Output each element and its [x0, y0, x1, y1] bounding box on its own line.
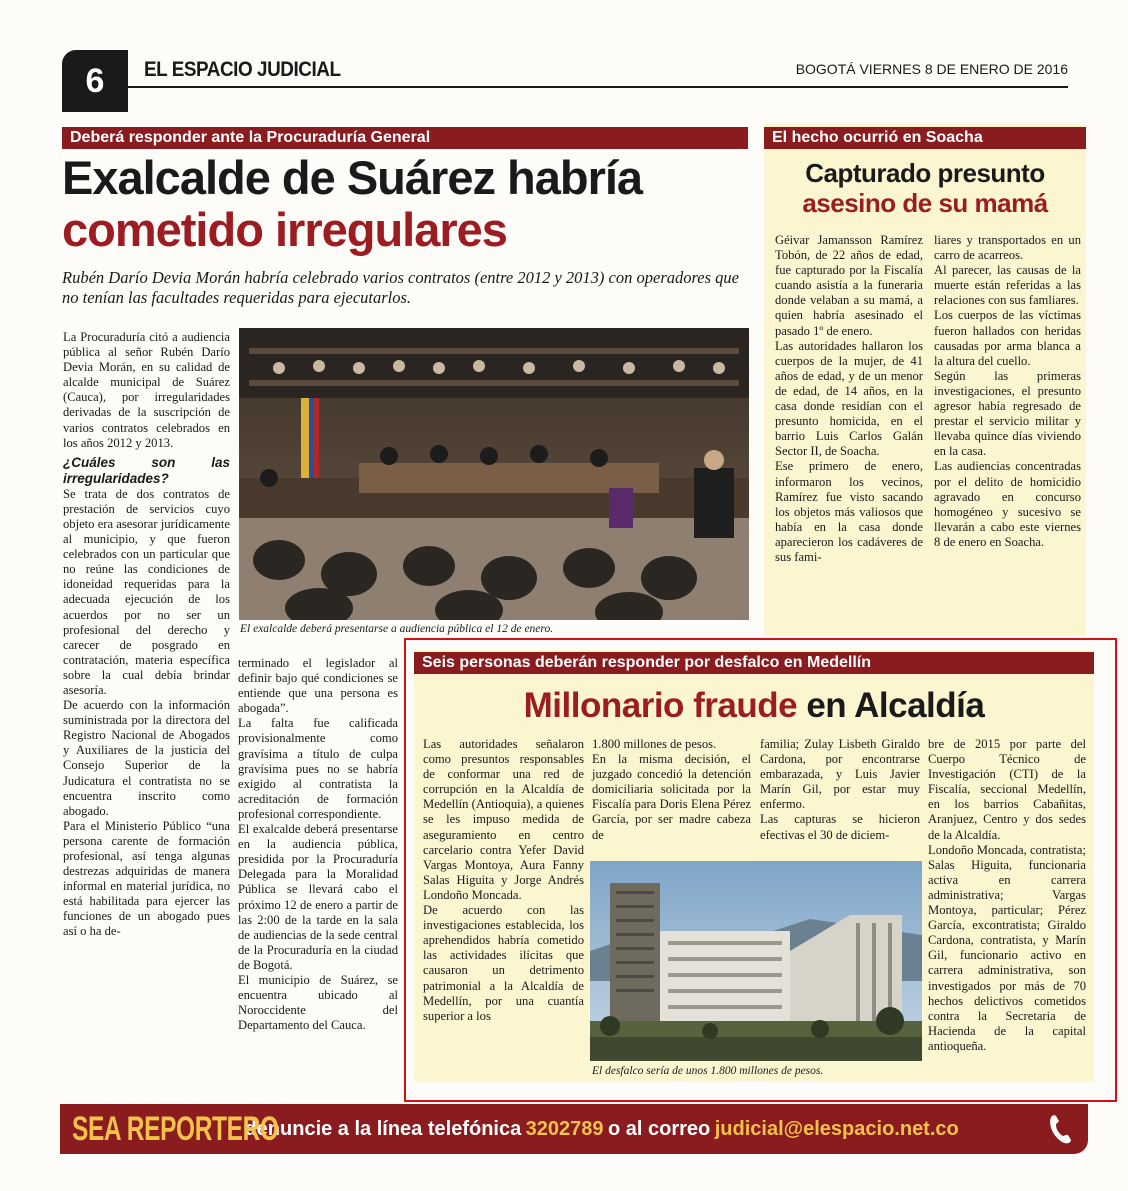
article3-headline: [414, 684, 1094, 728]
article1-kicker: Deberá responder ante la Procuraduría General: [62, 127, 748, 149]
article1-paragraph: terminado el legislador al definir bajo qué condiciones se entiende que una persona es abogada”.: [238, 656, 398, 716]
article2-column1: [775, 233, 923, 565]
article1-paragraph: Se trata de dos contratos de prestación de servicios cuyo objeto era asesorar jurídicamente al municipio, y que fueron celebrados con un particular que no reúne las condiciones de idoneidad requeridas para la adecuada ejecución de los acuerdos por no ser un profesional del derecho y carecer de posgrado en contratación, materia específica sobre la cual debía brindar asesoría.: [63, 486, 230, 697]
article1-column2: [238, 656, 398, 1033]
article2-headline-line2: asesino de su mamá: [802, 188, 1048, 218]
article1-photo: [239, 328, 749, 620]
reporter-email: judicial@elespacio.net.co: [714, 1118, 959, 1140]
article3-column1: [423, 737, 584, 1024]
article2-paragraph: Las audiencias concentradas por el delito de homicidio agravado en concurso homogéneo y sucesivo se llevarán a cabo este viernes 8 de enero en Soacha.: [934, 459, 1081, 549]
article1-headline-line2: cometido irregulares: [62, 203, 507, 256]
article1-paragraph: El exalcalde deberá presentarse en la audiencia pública, presidida por la Procuraduría Delegada para la Moralidad Pública se llevará cabo el próximo 12 de enero a partir de las 2:00 de la tarde en la sala de audiencias de la sede central de la Procuraduría en la ciudad de Bogotá.: [238, 822, 398, 972]
article1-paragraph: La falta fue calificada provisionalmente como gravísima a título de culpa gravísima pues no se habría exigido al contratista la acreditación de formación profesional correspondiente.: [238, 716, 398, 821]
article2-headline-line1: Capturado presunto: [805, 158, 1045, 188]
article3-column3: [760, 737, 920, 843]
reporter-title: SEA REPORTERO: [72, 1110, 279, 1148]
article3-paragraph: Londoño Moncada, contratista; Salas Higuita, funcionaria activa en carrera administrativa; Vargas Montoya, particular; Pérez García, excontratista; Giraldo Cardona, contratista, y Marín Gil, funcionario activo en carrera administrativa, son investigados por más de 70 hechos delictivos cometidos contra la Secretaria de Hacienda de la capital antioqueña.: [928, 842, 1086, 1053]
article1-headline: [62, 152, 762, 256]
medellin-building-photo: [590, 861, 922, 1061]
article3-headline-part2: en Alcaldía: [806, 686, 985, 725]
article3-headline-part1: Millonario fraude: [523, 686, 798, 725]
article1-paragraph: Para el Ministerio Público “una persona carente de formación profesional, así tenga algunas destrezas adquiridas de manera informal en material jurídica, no está habilitada para ejercer las funciones de un abogado pues así o ha de-: [63, 818, 230, 939]
article2-paragraph: Las autoridades hallaron los cuerpos de la mujer, de 41 años de edad, y de un menor de edad, de 14 años, en la casa donde residían con el presunto homicida, en el barrio Luis Carlos Galán Sector II, de Soacha.: [775, 338, 923, 459]
reporter-text-phone: denuncie a la línea telefónica: [244, 1118, 522, 1140]
article1-paragraph: De acuerdo con la información suministrada por la directora del Registro Nacional de Abogados y Auxiliares de la justicia del Consejo Superior de la Judicatura el contratista no se encuentra inscrito como abogado.: [63, 698, 230, 818]
article2-paragraph: Los cuerpos de las víctimas fueron hallados con heridas causadas por arma blanca a la altura del cuello.: [934, 308, 1081, 368]
article1-paragraph: La Procuraduría citó a audiencia pública al señor Rubén Darío Devia Morán, en su calidad de alcalde municipal de Suárez (Cauca), por irregularidades derivadas de la suscripción de varios contratos celebrados en los años 2012 y 2013.: [63, 330, 230, 450]
article1-subhead: ¿Cuáles son las irregularidades?: [63, 454, 230, 486]
article2-paragraph: Al parecer, las causas de la muerte están referidas a las relaciones con sus famliares.: [934, 263, 1081, 308]
article2-paragraph: Géivar Jamansson Ramírez Tobón, de 22 años de edad, fue capturado por la Fiscalía cuando asistía a la funeraria donde velaban a su mamá, a quien habría asesinado el pasado 1º de enero.: [775, 233, 923, 338]
reporter-phone: 3202789: [525, 1118, 604, 1140]
reporter-text-email: o al correo: [608, 1118, 711, 1140]
issue-date: BOGOTÁ VIERNES 8 DE ENERO DE 2016: [795, 61, 1068, 77]
article1-headline-line1: Exalcalde de Suárez habría: [62, 151, 643, 204]
article1-deck: Rubén Darío Devia Morán habría celebrado varios contratos (entre 2012 y 2013) con operadores que no tenían las facultades requeridas para ejecutarlos.: [62, 268, 739, 307]
article2-paragraph: Según las primeras investigaciones, el presunto agresor había regresado de prestar el servicio militar y llevaba quince días viviendo en la casa.: [934, 368, 1081, 459]
article3-column2: [592, 737, 751, 843]
article2-column2: [934, 233, 1081, 550]
page-number-badge: [62, 50, 128, 112]
article3-photo-caption: El desfalco sería de unos 1.800 millones de pesos.: [592, 1065, 824, 1077]
article2-paragraph: liares y transportados en un carro de acarreos.: [934, 233, 1081, 263]
article3-paragraph: Las capturas se hicieron efectivas el 30 de diciem-: [760, 812, 920, 842]
article2-kicker: El hecho ocurrió en Soacha: [764, 127, 1086, 149]
page-number: 6: [85, 62, 105, 100]
article3-kicker: Seis personas deberán responder por desfalco en Medellín: [414, 652, 1094, 674]
article1-column1: [63, 330, 230, 940]
article2-headline: [768, 158, 1082, 218]
article3-paragraph: En la misma decisión, el juzgado concedió la detención domiciliaria solicitada por la Fiscalía para Doris Elena Pérez García, por ser madre cabeza de: [592, 752, 751, 842]
phone-icon: [1038, 1104, 1082, 1154]
article3-paragraph: familia; Zulay Lisbeth Giraldo Cardona, por encontrarse embarazada, y Luis Javier Marín Gil, por estar muy enfermo.: [760, 737, 920, 812]
article1-photo-caption: El exalcalde deberá presentarse a audiencia pública el 12 de enero.: [240, 623, 554, 635]
hearing-room-photo: [239, 328, 749, 620]
article2-paragraph: Ese primero de enero, informaron los vecinos, Ramírez fue visto sacando los objetos más valiosos que había en la casa donde aparecieron los cadáveres de sus fami-: [775, 459, 923, 564]
article3-paragraph: bre de 2015 por parte del Cuerpo Técnico de Investigación (CTI) de la Fiscalía, seccional Medellín, en los barrios Cabañitas, Aranjuez, Centro y dos sedes de la Alcaldía.: [928, 737, 1086, 842]
article3-column4: [928, 737, 1086, 1054]
article3-photo: [590, 861, 922, 1061]
header-rule: [128, 86, 1068, 88]
article3-paragraph: 1.800 millones de pesos.: [592, 737, 717, 751]
article1-paragraph: El municipio de Suárez, se encuentra ubicado al Noroccidente del Departamento del Cauca.: [238, 972, 398, 1033]
section-title: EL ESPACIO JUDICIAL: [144, 58, 341, 81]
article3-paragraph: De acuerdo con las investigaciones establecida, los aprehendidos habría cometido las actividades ilícitas que causaron un detrimento patrimonial a la Alcaldía de Medellín, por una cuantía superior a los: [423, 903, 584, 1023]
reporter-banner-text: [72, 1108, 1072, 1150]
article3-paragraph: Las autoridades señalaron como presuntos responsables de conformar una red de corrupción en la Alcaldía de Medellín (Antioquia), a quienes se les impuso medida de aseguramiento en centro carcelario contra Yefer David Vargas Montoya, Aura Fanny Salas Higuita y Jorge Andrés Londoño Moncada.: [423, 737, 584, 902]
